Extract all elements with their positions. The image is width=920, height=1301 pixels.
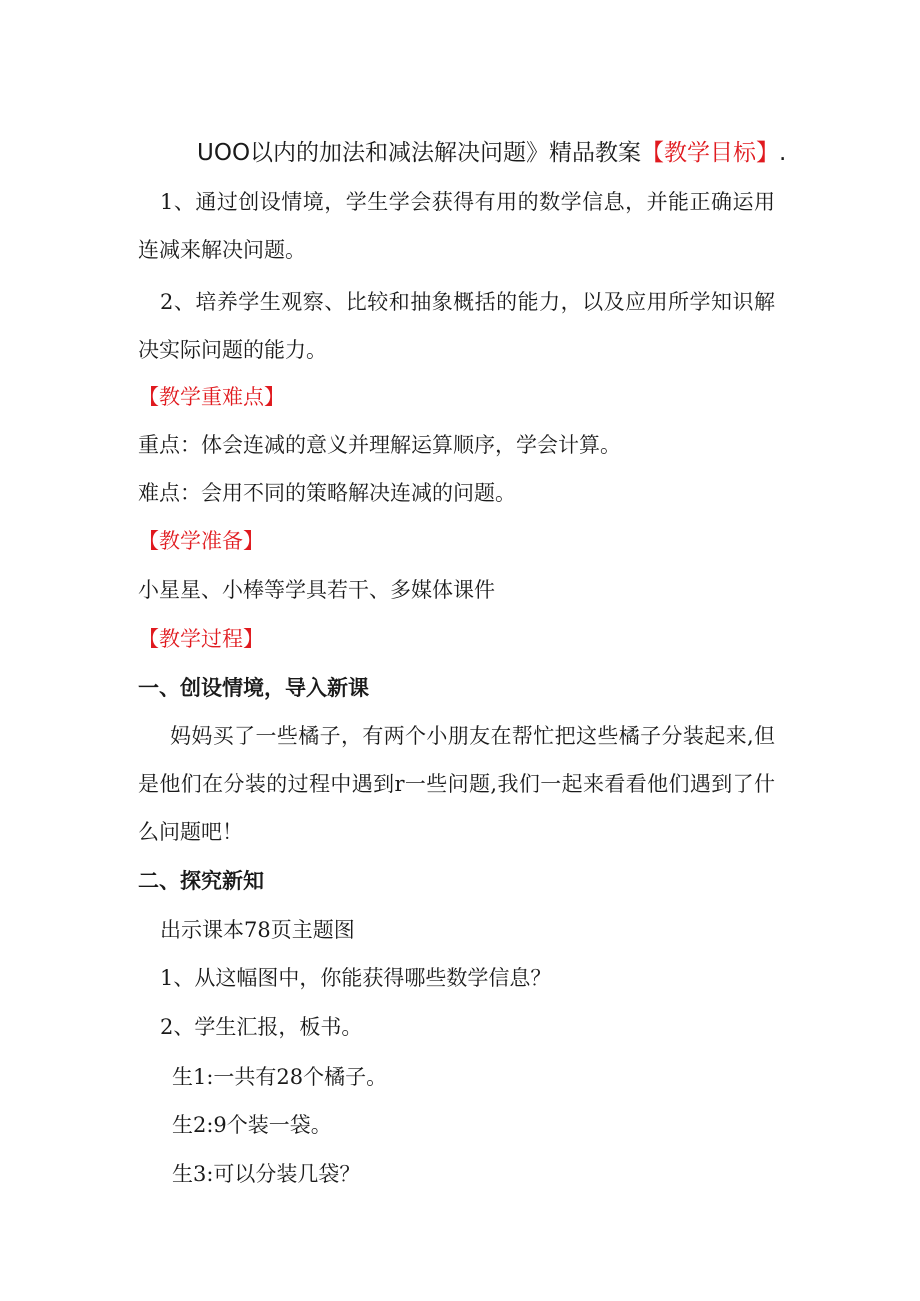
document-title: [197, 139, 786, 167]
title-tail: .: [779, 140, 787, 166]
key-points-heading: 【教学重难点】: [138, 385, 285, 409]
process-heading: 【教学过程】: [138, 627, 264, 651]
objective-2-line-2: 决实际问题的能力。: [138, 338, 327, 362]
objective-1-line-1: 1、通过创设情境，学生学会获得有用的数学信息，并能正确运用: [160, 190, 775, 214]
objective-1-line-2: 连减来解决问题。: [138, 238, 306, 262]
preparation-heading: 【教学准备】: [138, 529, 264, 553]
section-1-line-3: 么问题吧！: [138, 820, 243, 844]
student-answer-3: 生3:可以分装几袋？: [172, 1162, 361, 1186]
section-1-line-2: 是他们在分装的过程中遇到r一些问题,我们一起来看看他们遇到了什: [138, 772, 775, 796]
title-main: UOO以内的加法和减法解决问题》精品教案: [197, 140, 642, 166]
section-1-title: 一、创设情境，导入新课: [138, 676, 369, 700]
section-1-line-1: 妈妈买了一些橘子，有两个小朋友在帮忙把这些橘子分装起来,但: [170, 724, 775, 748]
section-2-show-picture: 出示课本78页主题图: [160, 918, 355, 942]
key-point-focus: 重点：体会连减的意义并理解运算顺序，学会计算。: [138, 433, 621, 457]
section-2-question-2: 2、学生汇报，板书。: [160, 1015, 363, 1039]
section-2-title: 二、探究新知: [138, 869, 264, 893]
student-answer-2: 生2:9个装一袋。: [172, 1113, 332, 1137]
key-point-difficulty: 难点：会用不同的策略解决连减的问题。: [138, 481, 516, 505]
student-answer-1: 生1:一共有28个橘子。: [172, 1065, 388, 1089]
preparation-items: 小星星、小棒等学具若干、多媒体课件: [138, 578, 495, 602]
title-objectives-heading: 【教学目标】: [641, 140, 780, 166]
section-2-question-1: 1、从这幅图中，你能获得哪些数学信息？: [160, 966, 552, 990]
objective-2-line-1: 2、培养学生观察、比较和抽象概括的能力，以及应用所学知识解: [160, 290, 775, 314]
